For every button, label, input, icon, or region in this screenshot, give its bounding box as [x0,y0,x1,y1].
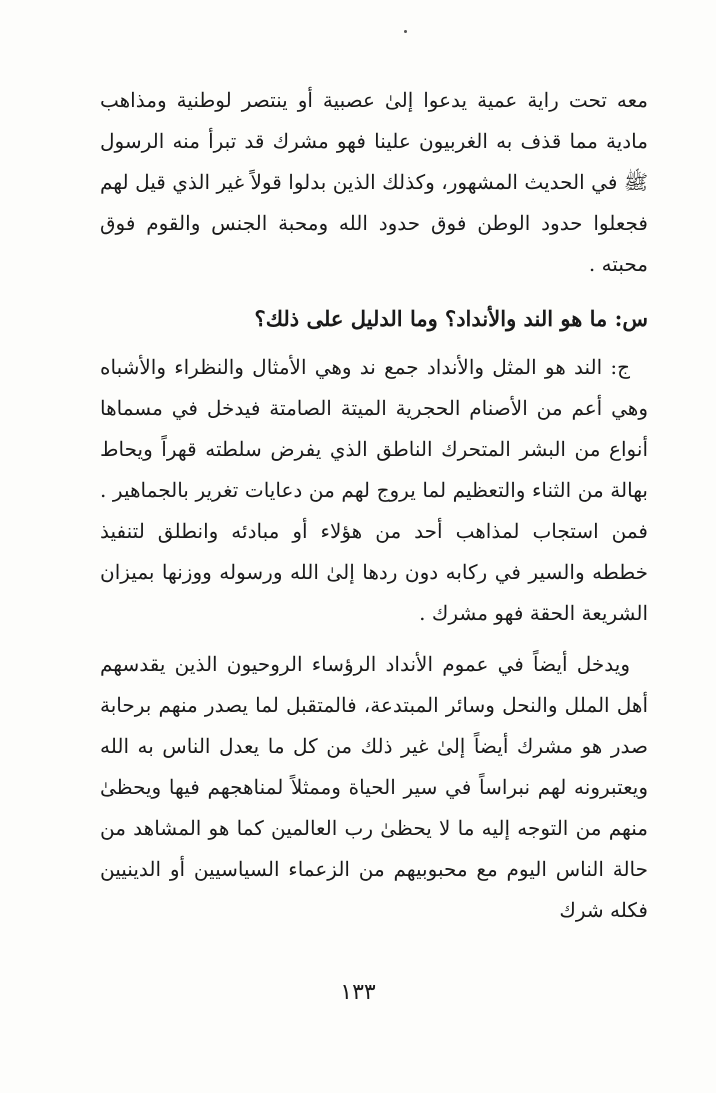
page-number: ١٣٣ [340,980,376,1005]
page-body [100,80,648,931]
answer-paragraph: ج: الند هو المثل والأنداد جمع ند وهي الأمثال والنظراء والأشباه وهي أعم من الأصنام الحجرية الميتة الصامتة فيدخل في مسماها أنواع من البشر المتحرك الناطق الذي يفرض سلطته قهراً ويحاط بهالة من الثناء والتعظيم لما يروج لهم من دعايات تغرير بالجماهير . فمن استجاب لمذاهب أحد من هؤلاء أو مبادئه وانطلق لتنفيذ خططه والسير في ركابه دون ردها إلىٰ الله ورسوله ووزنها بميزان الشريعة الحقة فهو مشرك . [100,355,648,625]
ink-dot [404,30,407,33]
question-heading: س: ما هو الند والأنداد؟ وما الدليل على ذلك؟ [254,306,648,331]
paragraph-continuation: معه تحت راية عمية يدعوا إلىٰ عصبية أو ينتصر لوطنية ومذاهب مادية مما قذف به الغربيون علينا فهو مشرك قد تبرأ منه الرسول ﷺ في الحديث المشهور، وكذلك الذين بدلوا قولاً غير الذي قيل لهم فجعلوا حدود الوطن فوق حدود الله ومحبة الجنس والقوم فوق محبته . [100,88,648,276]
spacer [100,634,648,644]
spacer [100,285,648,295]
paragraph-andad: ويدخل أيضاً في عموم الأنداد الرؤساء الروحيون الذين يقدسهم أهل الملل والنحل وسائر المبتدعة، فالمتقبل لما يصدر منهم برحابة صدر هو مشرك أيضاً إلىٰ غير ذلك من كل ما يعدل الناس به الله ويعتبرونه لهم نبراساً في سير الحياة وممثلاً لمناهجهم فيها ويحظىٰ منهم من التوجه إليه ما لا يحظىٰ رب العالمين كما هو المشاهد من حالة الناس اليوم مع محبوبيهم من الزعماء السياسيين أو الدينيين فكله شرك [100,652,649,922]
